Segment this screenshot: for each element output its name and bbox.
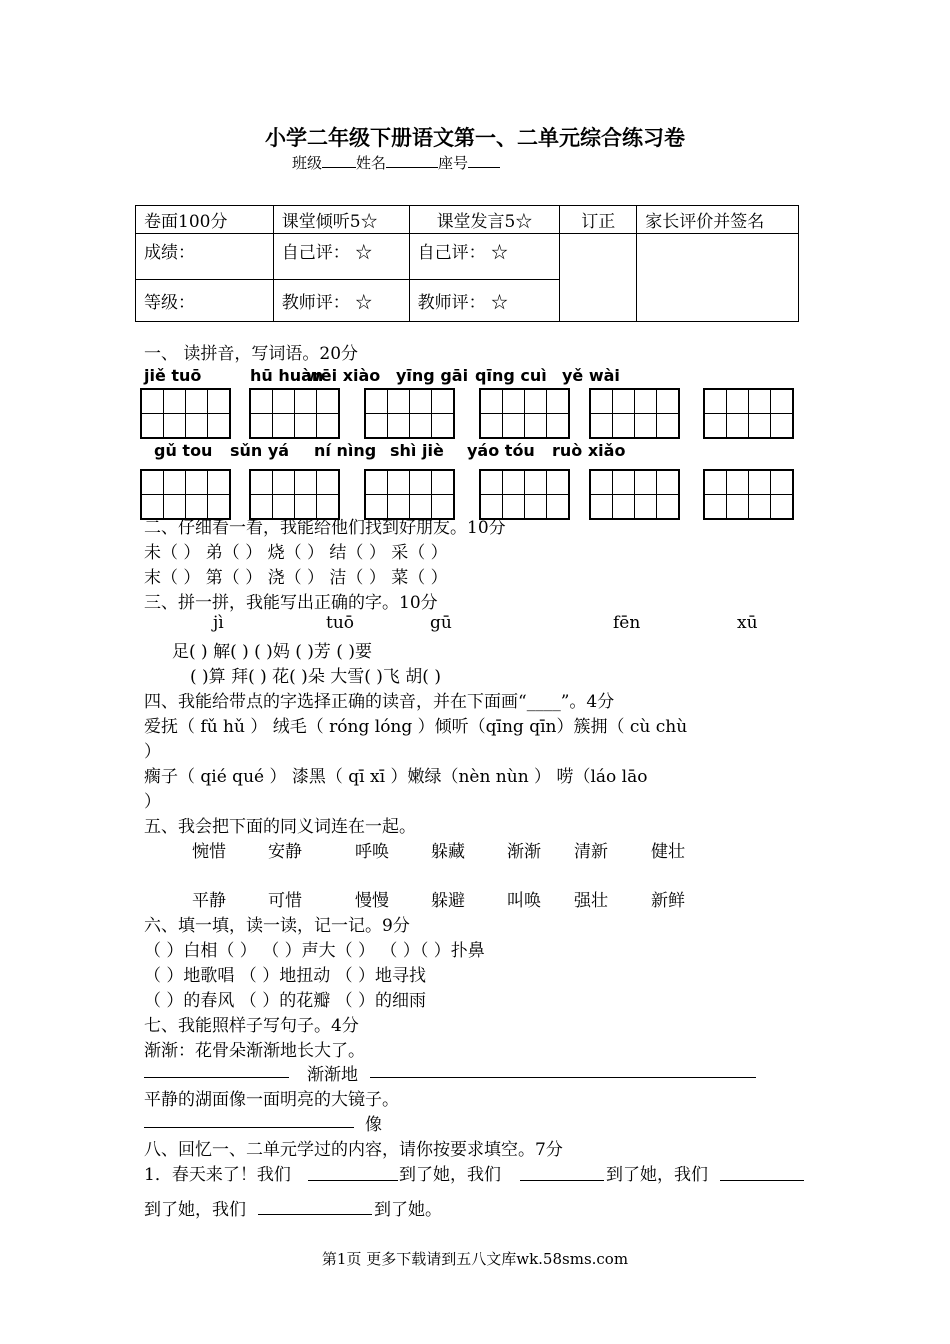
seat-blank (468, 153, 500, 168)
section-3-title: 三、拼一拼，我能写出正确的字。10分 (144, 593, 438, 613)
synonym-word: 躲藏 (431, 842, 465, 862)
class-label: 班级 (292, 154, 323, 172)
fill-text: 到了她，我们 (399, 1165, 501, 1185)
section-2-line: 末（ ） 第（ ） 浇（ ） 洁（ ） 菜（ ） (144, 568, 448, 588)
section-8-title: 八、回忆一、二单元学过的内容，请你按要求填空。7分 (144, 1140, 563, 1160)
score-header-correction: 订正 (560, 206, 637, 234)
example-sentence: 渐渐：花骨朵渐渐地长大了。 (144, 1041, 365, 1061)
pinyin-label: tuō (326, 613, 355, 633)
score-label: 成绩： (136, 234, 274, 280)
answer-blank[interactable] (144, 1077, 289, 1078)
synonym-word: 叫唤 (507, 891, 541, 911)
synonym-word: 慢慢 (355, 891, 389, 911)
writing-grid[interactable] (140, 388, 231, 439)
writing-grid[interactable] (589, 469, 680, 520)
score-header-parent: 家长评价并签名 (637, 206, 799, 234)
synonym-word: 惋惜 (192, 842, 226, 862)
sentence-keyword: 渐渐地 (307, 1065, 358, 1085)
section-4-line: 爱抚（ fǔ hǔ ） 绒毛（ róng lóng ）倾听（qīng qīn）簇拥（ cù chù (144, 717, 688, 737)
score-header-speaking: 课堂发言5☆ (409, 206, 560, 234)
section-3-line: ( )算 拜( ) 花( )朵 大雪( )飞 胡( ) (190, 667, 441, 687)
score-header-listening: 课堂倾听5☆ (273, 206, 409, 234)
section-4-line: ） (144, 792, 161, 812)
teacher-eval-speaking: 教师评： ☆ (409, 280, 560, 322)
writing-grid[interactable] (589, 388, 680, 439)
pinyin-label: shì jiè (390, 441, 444, 460)
answer-blank[interactable] (144, 1127, 354, 1128)
sentence-keyword: 像 (365, 1115, 382, 1135)
synonym-word: 安静 (268, 842, 302, 862)
synonym-word: 健壮 (651, 842, 685, 862)
synonym-word: 躲避 (431, 891, 465, 911)
section-4-line: ） (144, 742, 161, 762)
pinyin-label: ruò xiǎo (552, 441, 626, 460)
section-5-title: 五、我会把下面的同义词连在一起。 (144, 817, 416, 837)
answer-blank[interactable] (370, 1077, 756, 1078)
section-6-line: （ ）的春风 （ ）的花瓣 （ ）的细雨 (144, 991, 427, 1011)
correction-cell (560, 234, 637, 322)
seat-label: 座号 (438, 154, 469, 172)
parent-sign-cell (637, 234, 799, 322)
pinyin-label: xū (737, 613, 758, 633)
pinyin-label: gū (430, 613, 452, 633)
writing-grid[interactable] (249, 388, 340, 439)
writing-grid[interactable] (703, 469, 794, 520)
pinyin-label: wēi xiào (306, 366, 381, 385)
grade-label: 等级： (136, 280, 274, 322)
answer-blank[interactable] (258, 1214, 372, 1215)
writing-grid[interactable] (364, 388, 455, 439)
section-2-title: 二、仔细看一看，我能给他们找到好朋友。10分 (144, 518, 506, 538)
fill-text: 到了她，我们 (606, 1165, 708, 1185)
pinyin-label: qīng cuì (475, 366, 547, 385)
synonym-word: 渐渐 (507, 842, 541, 862)
section-6-line: （ ）白相（ ） （ ）声大（ ） （ ）（ ）扑鼻 (144, 941, 485, 961)
answer-blank[interactable] (520, 1180, 604, 1181)
teacher-eval-listening: 教师评： ☆ (273, 280, 409, 322)
section-4-line: 瘸子（ qié qué ） 漆黑（ qī xī ）嫩绿（nèn nùn ） 唠（láo lāo (144, 767, 648, 787)
section-6-line: （ ）地歌唱 （ ）地扭动 （ ）地寻找 (144, 966, 427, 986)
section-3-line: 足( ) 解( ) ( )妈 ( )芳 ( )要 (172, 642, 372, 662)
page-title: 小学二年级下册语文第一、二单元综合练习卷 (265, 125, 685, 150)
class-blank (322, 153, 356, 168)
pinyin-label: jiě tuō (144, 366, 202, 385)
pinyin-label: ní nìng (314, 441, 377, 460)
fill-text: 到了她，我们 (144, 1200, 246, 1220)
name-blank (386, 153, 438, 168)
synonym-word: 可惜 (268, 891, 302, 911)
pinyin-label: gǔ tou (154, 441, 213, 460)
section-1-title: 一、 读拼音，写词语。20分 (144, 344, 359, 364)
writing-grid[interactable] (479, 388, 570, 439)
pinyin-label: yáo tóu (467, 441, 535, 460)
pinyin-label: sǔn yá (230, 441, 290, 460)
pinyin-label: fēn (613, 613, 641, 633)
section-2-line: 未（ ） 弟（ ） 烧（ ） 结（ ） 采（ ） (144, 543, 448, 563)
synonym-word: 清新 (574, 842, 608, 862)
name-label: 姓名 (356, 154, 387, 172)
page-footer: 第1页 更多下载请到五八文库wk.58sms.com (321, 1250, 629, 1268)
answer-blank[interactable] (308, 1180, 398, 1181)
synonym-word: 呼唤 (355, 842, 389, 862)
pinyin-label: hū huàn (250, 366, 324, 385)
example-sentence: 平静的湖面像一面明亮的大镜子。 (144, 1090, 399, 1110)
self-eval-speaking: 自己评： ☆ (409, 234, 560, 280)
pinyin-label: yīng gāi (396, 366, 469, 385)
student-info-line (292, 152, 500, 173)
score-table (135, 205, 799, 322)
fill-text: 1．春天来了！我们 (144, 1165, 291, 1185)
fill-text: 到了她。 (374, 1200, 442, 1220)
self-eval-listening: 自己评： ☆ (273, 234, 409, 280)
pinyin-label: yě wài (562, 366, 620, 385)
score-header-total: 卷面100分 (136, 206, 274, 234)
synonym-word: 强壮 (574, 891, 608, 911)
writing-grid[interactable] (703, 388, 794, 439)
answer-blank[interactable] (720, 1180, 804, 1181)
synonym-word: 平静 (192, 891, 226, 911)
section-6-title: 六、填一填，读一读，记一记。9分 (144, 916, 410, 936)
synonym-word: 新鲜 (651, 891, 685, 911)
section-7-title: 七、我能照样子写句子。4分 (144, 1016, 359, 1036)
pinyin-label: jì (213, 613, 224, 633)
section-4-title: 四、我能给带点的字选择正确的读音，并在下面画“____”。4分 (144, 692, 615, 712)
